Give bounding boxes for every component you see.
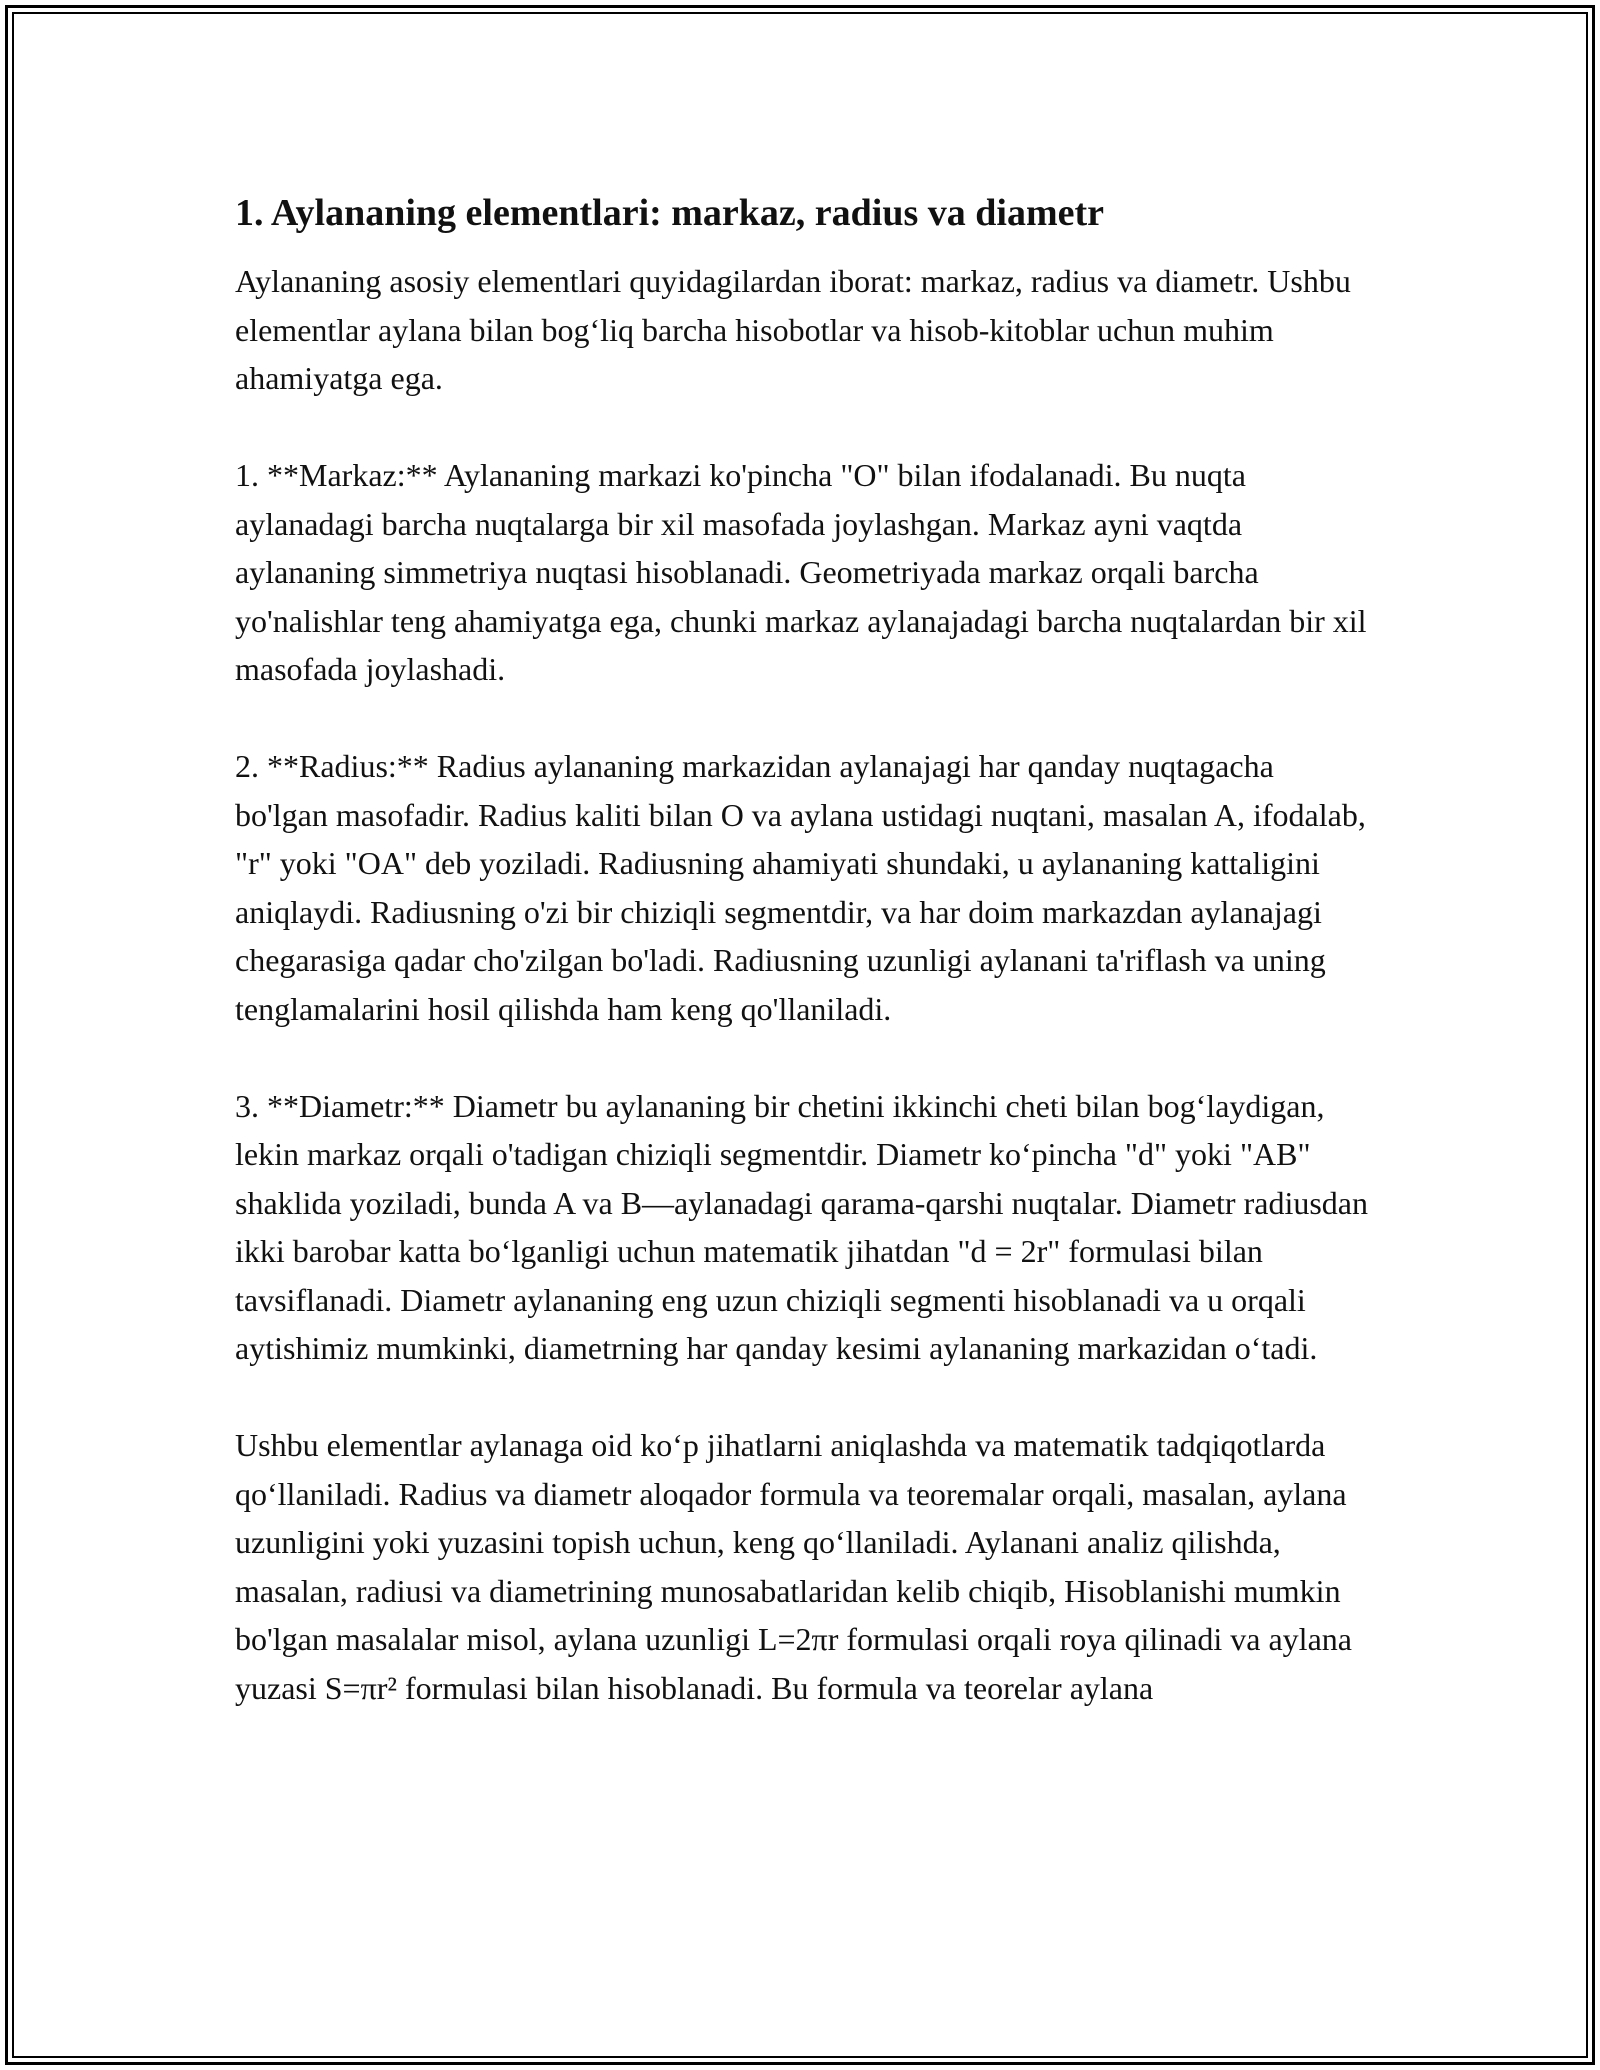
document-body [235,187,1370,1712]
markaz-paragraph: 1. **Markaz:** Aylananing markazi ko'pincha "O" bilan ifodalanadi. Bu nuqta aylanadagi barcha nuqtalarga bir xil masofada joylashgan. Markaz ayni vaqtda aylananing simmetriya nuqtasi hisoblanadi. Geometriyada markaz orqali barcha yo'nalishlar teng ahamiyatga ega, chunki markaz aylanajadagi barcha nuqtalardan bir xil masofada joylashadi. [235,457,1367,687]
section-heading: 1. Aylananing elementlari: markaz, radius va diametr [235,192,1105,234]
intro-paragraph: Aylananing asosiy elementlari quyidagilardan iborat: markaz, radius va diametr. Ushbu elementlar aylana bilan bog‘liq barcha hisobotlar va hisob-kitoblar uchun muhim ahamiyatga ega. [235,263,1351,396]
summary-paragraph: Ushbu elementlar aylanaga oid ko‘p jihatlarni aniqlashda va matematik tadqiqotlarda qo‘llaniladi. Radius va diametr aloqador formula va teoremalar orqali, masalan, aylana uzunligini yoki yuzasini topish uchun, keng qo‘llaniladi. Aylanani analiz qilishda, masalan, radiusi va diametrining munosabatlaridan kelib chiqib, Hisoblanishi mumkin bo'lgan masalalar misol, aylana uzunligi L=2πr formulasi orqali roya qilinadi va aylana yuzasi S=πr² formulasi bilan hisoblanadi. Bu formula va teorelar aylana [235,1427,1352,1706]
diametr-paragraph: 3. **Diametr:** Diametr bu aylananing bir chetini ikkinchi cheti bilan bog‘laydigan, lekin markaz orqali o'tadigan chiziqli segmentdir. Diametr ko‘pincha "d" yoki "AB" shaklida yoziladi, bunda A va B—aylanadagi qarama-qarshi nuqtalar. Diametr radiusdan ikki barobar katta bo‘lganligi uchun matematik jihatdan "d = 2r" formulasi bilan tavsiflanadi. Diametr aylananing eng uzun chiziqli segmenti hisoblanadi va u orqali aytishimiz mumkinki, diametrning har qanday kesimi aylananing markazidan o‘tadi. [235,1087,1368,1366]
radius-paragraph: 2. **Radius:** Radius aylananing markazidan aylanajagi har qanday nuqtagacha bo'lgan masofadir. Radius kaliti bilan O va aylana ustidagi nuqtani, masalan A, ifodalab, "r" yoki "OA" deb yoziladi. Radiusning ahamiyati shundaki, u aylananing kattaligini aniqlaydi. Radiusning o'zi bir chiziqli segmentdir, va har doim markazdan aylanajagi chegarasiga qadar cho'zilgan bo'ladi. Radiusning uzunligi aylanani ta'riflash va uning tenglamalarini hosil qilishda ham keng qo'llaniladi. [235,748,1366,1027]
